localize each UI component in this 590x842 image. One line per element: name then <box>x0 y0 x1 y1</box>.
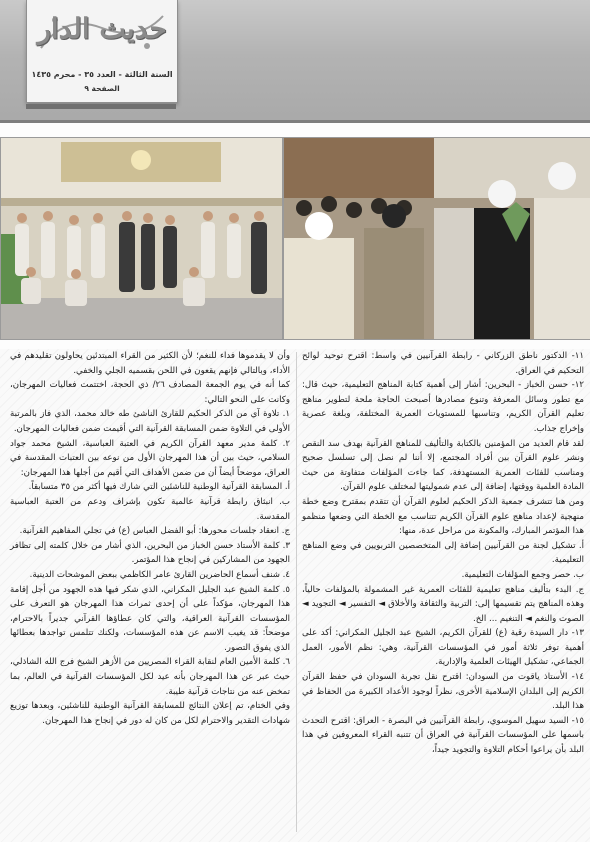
page-number: الصفحة ٩ <box>84 84 120 93</box>
article-paragraph: ٤. شنف أسماع الحاضرين القارئ عامر الكاظمي ببعض الموشحات الدينية. <box>29 569 290 580</box>
award-photo <box>283 137 590 340</box>
article-paragraph: ١٤- الأستاذ ياقوت من السودان: اقترح نقل تجربة السودان في حفظ القرآن الكريم إلى البلدان الإسلامية الأخرى، نظراً لوجود الأعداد الكبيرة من الحفاظ في هذا البلد. <box>302 672 584 712</box>
article-paragraph: ٢. كلمة مدير معهد القرآن الكريم في العتبة العباسية، الشيخ محمد جواد السلامي، حيث بين أن هذا المهرجان الأول من نوعه بين العتبات المقدسة في العراق، موضحاً أيضاً أن من ضمن الأهداف التي أقيم من أجلها هذا المهرجان: <box>10 438 290 478</box>
article-paragraph: لقد قام العديد من المؤمنين بالكتابة والتأليف للمناهج القرآنية بهدف سد النقص ونشر علوم القرآن بين أفراد المجتمع، إلا أننا لم نصل إلى تسلسل صحيح ومناسب للفئات العمرية المستهدفة، كما جاءت المؤلفات متفاوتة من حيث المادة العلمية ووقتها، إضافة إلى عدم شموليتها لمختلف علوم القرآن. <box>302 438 584 493</box>
article-paragraph: ٥. كلمة الشيخ عبد الجليل المكراني، الذي شكر فيها هذه الجهود من أجل إقامة هذا المهرجان، مؤكداً على أن إحدى ثمرات هذا المهرجان هو التعرف على المؤسسات القرآنية العراقية، والتي كان عطاؤها القرآني جديراً بالاحترام، موضحاً: قد يغيب الاسم عن هذه المؤسسات، ولكنك تتلمس تواجدها بعطائها الذي يفوق التصور. <box>10 584 290 653</box>
article-paragraph: ١٢- حسن الخباز - البحرين: أشار إلى أهمية كتابة المناهج التعليمية، حيث قال: مع تطور وسائل المعرفة وتنوع مصادرها أصبحت الحاجة ملحة لتطوير مناهج تعليم القرآن الكريم، وتناسبها للمستويات العمرية المختلفة، وبلغة عصرية وإخراج جذاب. <box>302 380 584 434</box>
article-column-left <box>10 349 290 728</box>
article-body <box>0 349 590 842</box>
award-photo-image <box>284 138 590 339</box>
article-paragraph: وفي الختام، تم إعلان النتائج للمسابقة القرآنية الوطنية للناشئين، وبعدها توزيع شهادات التقدير والاحترام لكل من كان له دور في إنجاح هذا المهرجان. <box>10 701 290 726</box>
article-paragraph: كما أنه في يوم الجمعة المصادف ٢٦/ ذي الحجة، اختتمت فعاليات المهرجان، وكانت على النحو التالي: <box>10 380 290 405</box>
group-photo-image <box>1 138 282 339</box>
masthead-panel <box>26 0 178 103</box>
group-photo <box>0 137 283 340</box>
article-paragraph: ١٥- السيد سهيل الموسوي، رابطة القرآنيين في البصرة - العراق: اقترح التحدث باسمها على المؤسسات القرآنية في العراق أن تتنبه القراء المعروفين في هذا البلد بأن يراعوا أحكام التلاوة والتجويد جيداً، <box>302 715 584 756</box>
article-paragraph: ومن هنا تتشرف جمعية الذكر الحكيم لعلوم القرآن أن تتقدم بمقترح وضع خطة منهجية لإعداد مناهج علوم القرآن الكريم تتناسب مع الخطة التي وضعها منظمو هذا المؤتمر المبارك، والمكونة من مراحل عدة، منها: <box>302 496 584 537</box>
article-paragraph: ج. البدء بتأليف مناهج تعليمية للفئات العمرية غير المشمولة بالمؤلفات حالياً، وهذه المناهج يتم تقسيمها إلى: التربية والثقافة والأخلاق ◄ التفسير ◄ التجويد ◄ الصوت والنغم ◄ التنغيم ... الخ. <box>302 584 584 624</box>
article-column-right <box>302 349 584 758</box>
column-divider <box>296 352 297 832</box>
article-paragraph: ج. انعقاد جلسات محورها: أبو الفضل العباس (ع) في تجلي المفاهيم القرآنية. <box>19 526 290 537</box>
article-paragraph: ب. انبثاق رابطة قرآنية عالمية تكون بإشراف ودعم من العتبة العباسية المقدسة. <box>10 496 290 522</box>
article-paragraph: ٣. كلمة الأستاذ حسن الخباز من البحرين، الذي أشار من خلال كلمته إلى تظافر الجهود من المشاركين في إنجاح هذا المؤتمر. <box>10 540 290 566</box>
article-paragraph: أ. تشكيل لجنة من القرآنيين إضافة إلى المتخصصين التربويين في وضع المناهج التعليمية. <box>302 540 584 566</box>
masthead-logo: حديث الدار <box>37 12 167 45</box>
article-paragraph: وأن لا يقدموها فداء للنغم؛ لأن الكثير من القراء المبتدئين يحاولون تقليدهم في الأداء، وبالتالي فإنهم يقعون في اللحن بقسميه الجلي والخفي. <box>10 351 290 376</box>
article-paragraph: ١١- الدكتور ناطق الزركاني - رابطة القرآنيين في واسط: اقترح توحيد لوائح التحكيم في العراق. <box>302 351 584 376</box>
article-paragraph: ١. تلاوة آي من الذكر الحكيم للقارئ الناشئ طه خالد محمد، الذي فاز بالمرتبة الأولى في التلاوة ضمن المسابقة القرآنية التي أقيمت ضمن فعاليات المهرجان. <box>10 409 290 434</box>
article-paragraph: ١٣- دار السيدة رقية (ع) للقرآن الكريم، الشيخ عبد الجليل المكراني: أكد على أهمية توفر ثلاثة أمور في المؤسسات القرآنية، وهي: نظم الأمور، العمل الجماعي، تشكيل الهيئات العلمية والإدارية. <box>302 628 584 668</box>
article-paragraph: ب. حصر وجمع المؤلفات التعليمية. <box>461 569 584 580</box>
issue-info: السنة الثالثة - العدد ٣٥ - محرم ١٤٣٥ <box>31 70 173 79</box>
article-paragraph: أ. المسابقة القرآنية الوطنية للناشئين التي شارك فيها أكثر من ٣٥ متسابقاً. <box>28 482 290 493</box>
article-paragraph: ٦. كلمة الأمين العام لنقابة القراء المصريين من الأزهر الشيخ فرج الله الشاذلي، حيث عبر عن هذا المهرجان بأنه عيد لكل المؤسسات القرآنية في العالم، بما تمخض عنه من نتاجات قرآنية طيبة. <box>10 657 290 697</box>
masthead-divider <box>26 104 176 109</box>
